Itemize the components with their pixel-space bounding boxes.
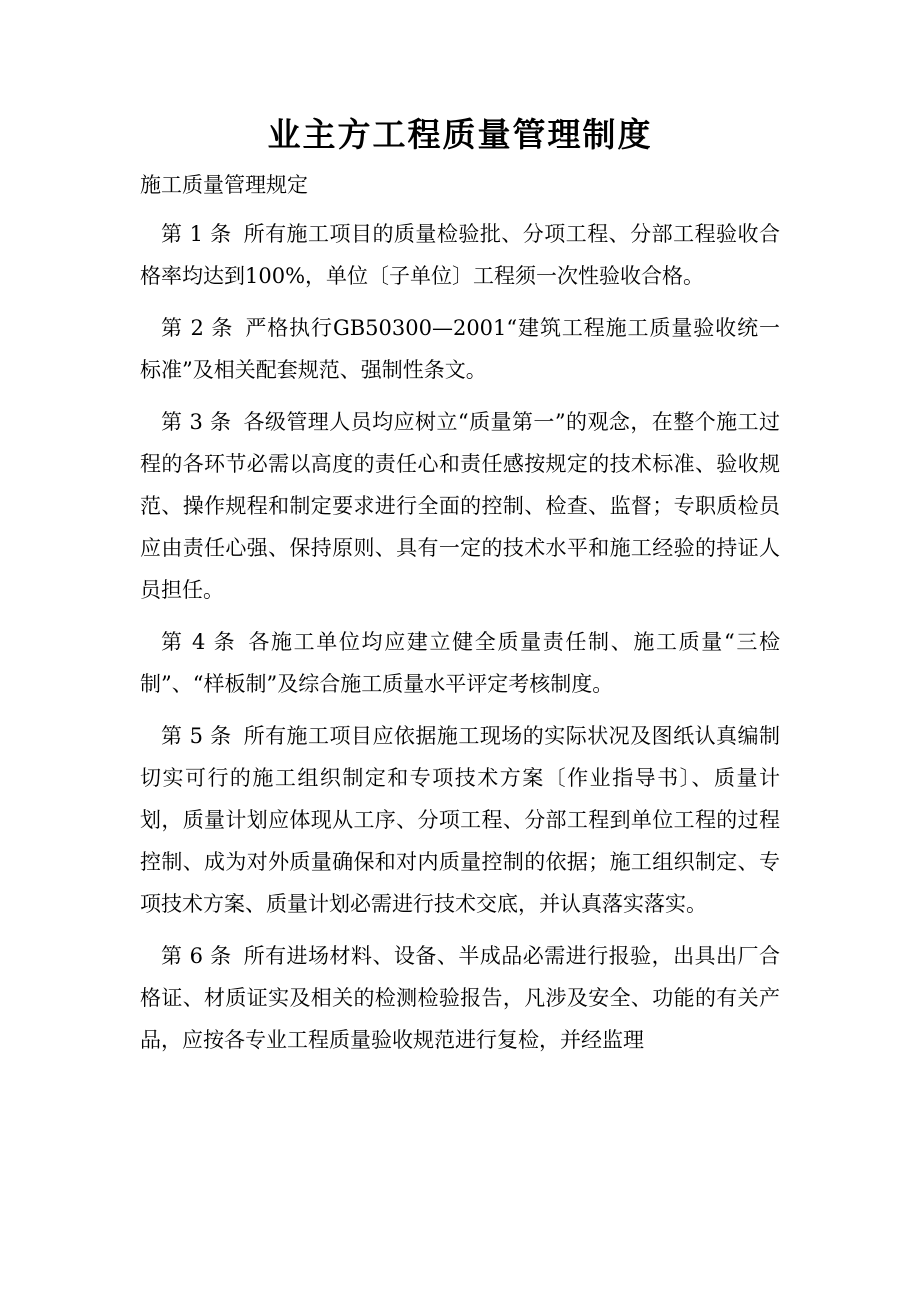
article-6 bbox=[140, 935, 780, 1061]
articles-body bbox=[140, 213, 780, 1071]
article-3 bbox=[140, 401, 780, 611]
article-number: 第 3 条 bbox=[161, 410, 232, 434]
article-number: 第 6 条 bbox=[161, 944, 232, 968]
article-number: 第 4 条 bbox=[161, 630, 237, 654]
article-text: 严格执行GB50300—2001“建筑工程施工质量验收统一标准”及相关配套规范、强制性条文。 bbox=[140, 316, 780, 382]
article-2 bbox=[140, 307, 780, 391]
document-title: 业主方工程质量管理制度 bbox=[267, 115, 653, 154]
article-text: 所有施工项目应依据施工现场的实际状况及图纸认真编制切实可行的施工组织制定和专项技术方案〔作业指导书〕、质量计划，质量计划应体现从工序、分项工程、分部工程到单位工程的过程控制、成为对外质量确保和对内质量控制的依据；施工组织制定、专项技术方案、质量计划必需进行技术交底，并认真落实落实。 bbox=[140, 724, 780, 916]
article-text: 各施工单位均应建立健全质量责任制、施工质量“三检制”、“样板制”及综合施工质量水平评定考核制度。 bbox=[140, 630, 780, 696]
article-text: 所有施工项目的质量检验批、分项工程、分部工程验收合格率均达到100%，单位〔子单位〕工程须一次性验收合格。 bbox=[140, 222, 780, 288]
article-number: 第 5 条 bbox=[161, 724, 232, 748]
article-1 bbox=[140, 213, 780, 297]
article-5 bbox=[140, 715, 780, 925]
article-text: 各级管理人员均应树立“质量第一”的观念，在整个施工过程的各环节必需以高度的责任心和责任感按规定的技术标准、验收规范、操作规程和制定要求进行全面的控制、检查、监督；专职质检员应由责任心强、保持原则、具有一定的技术水平和施工经验的持证人员担任。 bbox=[140, 410, 780, 602]
article-number: 第 2 条 bbox=[161, 316, 234, 340]
section-heading: 施工质量管理规定 bbox=[140, 173, 308, 197]
article-text: 所有进场材料、设备、半成品必需进行报验，出具出厂合格证、材质证实及相关的检测检验报告，凡涉及安全、功能的有关产品，应按各专业工程质量验收规范进行复检，并经监理 bbox=[140, 944, 780, 1052]
article-4 bbox=[140, 621, 780, 705]
article-number: 第 1 条 bbox=[161, 222, 232, 246]
